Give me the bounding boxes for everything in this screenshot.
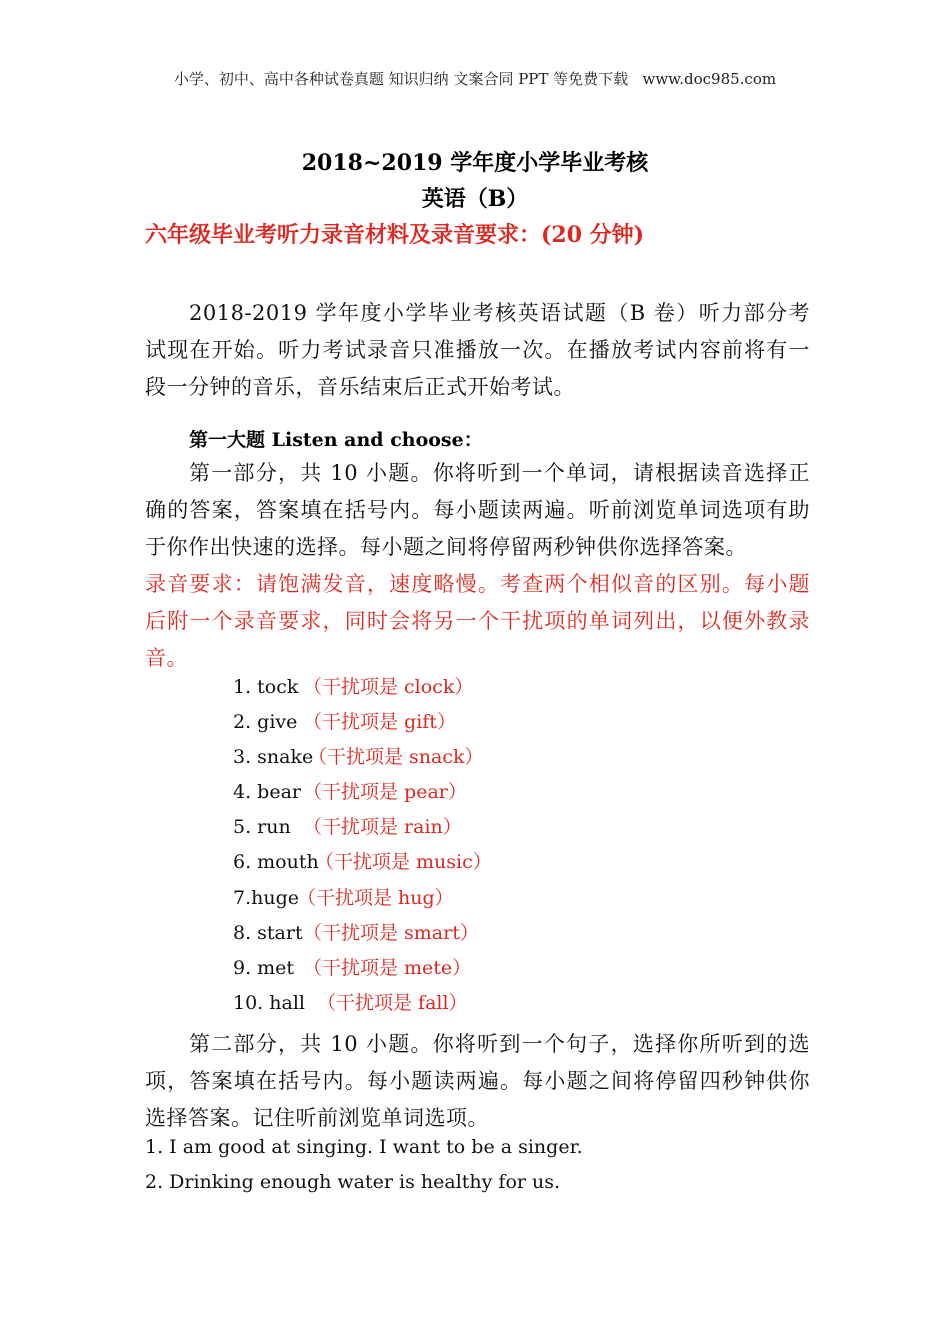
- list-item: [233, 775, 467, 810]
- list-item: [233, 740, 484, 775]
- item-hint: （干扰项是 smart）: [303, 922, 479, 944]
- item-word: 5. run: [233, 816, 291, 838]
- item-hint: （干扰项是 mete）: [303, 957, 472, 979]
- item-hint: （干扰项是 hug）: [297, 887, 454, 909]
- item-word: 8. start: [233, 922, 303, 944]
- item-word: 7.huge: [233, 887, 300, 909]
- item-word: 6. mouth: [233, 851, 319, 873]
- item-hint: （干扰项是 clock）: [303, 676, 474, 698]
- header-text: 小学、初中、高中各种试卷真题 知识归纳 文案合同 PPT 等免费下载: [173, 70, 629, 88]
- list-item: [233, 670, 473, 705]
- item-hint: （干扰项是 gift）: [303, 711, 456, 733]
- intro-paragraph: 2018-2019 学年度小学毕业考核英语试题（B 卷）听力部分考试现在开始。听力考试录音只准播放一次。在播放考试内容前将有一段一分钟的音乐，音乐结束后正式开始考试。: [145, 301, 810, 399]
- section1-heading: 第一大题 Listen and choose：: [189, 429, 483, 451]
- item-hint: （干扰项是 snack）: [308, 746, 484, 768]
- sentence-item: 2. Drinking enough water is healthy for us.: [145, 1171, 561, 1193]
- item-hint: （干扰项是 music）: [315, 851, 492, 873]
- item-word: 1. tock: [233, 676, 299, 698]
- header-site: www.doc985.com: [642, 70, 777, 88]
- list-item: [233, 810, 462, 845]
- item-word: 10. hall: [233, 992, 305, 1014]
- list-item: [233, 881, 454, 916]
- item-word: 2. give: [233, 711, 298, 733]
- list-item: [233, 951, 471, 986]
- red-heading: 六年级毕业考听力录音材料及录音要求：(20 分钟): [145, 222, 645, 248]
- list-item: [233, 705, 456, 740]
- item-word: 9. met: [233, 957, 295, 979]
- sentence-item: 1. I am good at singing. I want to be a singer.: [145, 1136, 583, 1158]
- list-item: [233, 845, 492, 880]
- page-header: [0, 68, 950, 89]
- list-item: [233, 916, 479, 951]
- list-item: [233, 986, 468, 1021]
- item-hint: （干扰项是 fall）: [317, 992, 468, 1014]
- doc-title: 2018~2019 学年度小学毕业考核: [301, 150, 649, 176]
- part1-instructions: 第一部分，共 10 小题。你将听到一个单词，请根据读音选择正确的答案，答案填在括号内。每小题读两遍。听前浏览单词选项有助于你作出快速的选择。每小题之间将停留两秒钟供你选择答案。: [145, 461, 810, 559]
- item-hint: （干扰项是 pear）: [303, 781, 467, 803]
- part2-instructions: 第二部分，共 10 小题。你将听到一个句子，选择你所听到的选项，答案填在括号内。每小题读两遍。每小题之间将停留四秒钟供你选择答案。记住听前浏览单词选项。: [145, 1032, 810, 1130]
- item-hint: （干扰项是 rain）: [303, 816, 462, 838]
- recording-requirement: 录音要求：请饱满发音，速度略慢。考查两个相似音的区别。每小题后附一个录音要求，同时会将另一个干扰项的单词列出，以便外教录音。: [145, 572, 810, 670]
- doc-subtitle: 英语（B）: [421, 186, 529, 212]
- item-word: 3. snake: [233, 746, 314, 768]
- item-word: 4. bear: [233, 781, 301, 803]
